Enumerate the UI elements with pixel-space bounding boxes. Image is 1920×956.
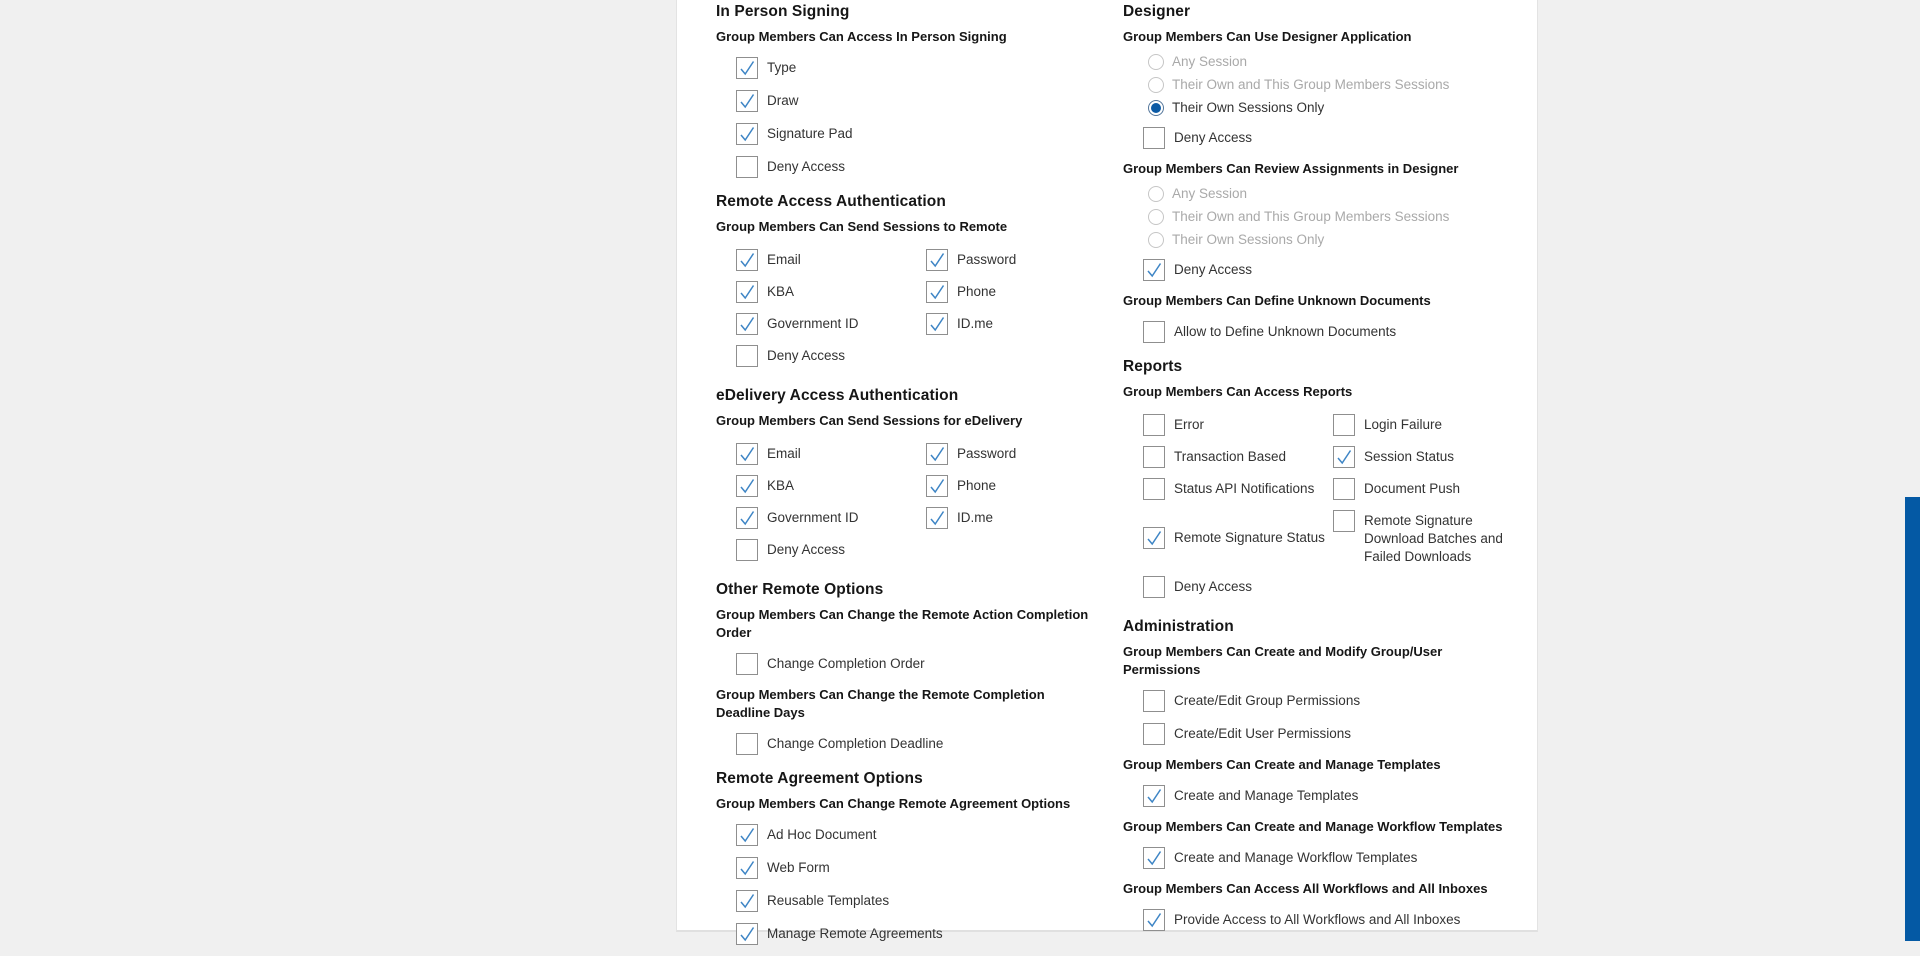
option-group [1123,321,1523,343]
section-title: Administration [1123,618,1234,635]
section-title: Designer [1123,3,1191,20]
option-label: Draw [767,93,799,108]
checkbox[interactable] [736,539,758,561]
checkbox[interactable] [736,475,758,497]
checkbox[interactable] [736,824,758,846]
checkbox[interactable] [736,923,758,945]
option-label: Deny Access [1174,262,1253,277]
radio-button[interactable] [1148,54,1164,70]
option-group [716,653,1101,675]
group-heading: Group Members Can Create and Manage Workflow Templates [1123,819,1503,834]
checkbox-option-provide-access-to-all-workflows-and-all-inboxes[interactable] [1123,909,1523,931]
checkbox-option-government-id[interactable] [716,313,906,335]
option-label: Reusable Templates [767,893,890,908]
checkbox[interactable] [1143,414,1165,436]
option-label: Allow to Define Unknown Documents [1174,324,1397,339]
option-label: Deny Access [1174,130,1253,145]
group-heading: Group Members Can Access Reports [1123,384,1353,399]
checkbox[interactable] [1143,576,1165,598]
checkbox[interactable] [736,443,758,465]
option-label: KBA [767,478,795,493]
option-label: Remote Signature Status [1174,530,1325,545]
group-heading: Group Members Can Create and Modify Group/User Permissions [1123,644,1443,677]
checkbox-option-remote-signature-download-batches-and-failed-downloads[interactable] [1313,510,1523,566]
checkbox-option-transaction-based[interactable] [1123,446,1313,468]
checkbox[interactable] [1143,446,1165,468]
checkbox[interactable] [926,475,948,497]
option-group [716,438,1101,566]
option-label: Change Completion Deadline [767,736,944,751]
section-in-person-signing [716,2,1101,178]
checkbox-option-id-me[interactable] [906,313,1101,335]
checkbox-option-deny-access[interactable] [716,156,1101,178]
option-label: Phone [957,478,997,493]
checkbox-option-government-id[interactable] [716,507,906,529]
checkbox[interactable] [1143,690,1165,712]
checkbox-option-create-and-manage-templates[interactable] [1123,785,1523,807]
option-label: Phone [957,284,997,299]
option-label: ID.me [957,510,994,525]
checkbox-option-type[interactable] [716,57,1101,79]
checkbox-option-deny-access[interactable] [716,345,906,367]
checkbox-option-deny-access[interactable] [1123,576,1313,598]
permissions-column-right [1123,0,1523,942]
option-label: Their Own and This Group Members Sessions [1172,209,1450,224]
checkbox-option-error[interactable] [1123,414,1313,436]
checkbox[interactable] [1333,446,1355,468]
checkbox[interactable] [736,156,758,178]
option-label: Change Completion Order [767,656,925,671]
checkbox[interactable] [736,733,758,755]
checkbox-option-phone[interactable] [906,475,1101,497]
radio-option-their-own-and-this-group-members-sessions[interactable] [1123,77,1523,93]
checkbox-option-change-completion-deadline[interactable] [716,733,1101,755]
option-label: Login Failure [1364,417,1443,432]
group-heading: Group Members Can Use Designer Application [1123,29,1412,44]
option-label: Deny Access [767,159,846,174]
section-edelivery-access-authentication [716,386,1101,566]
checkbox[interactable] [1143,478,1165,500]
radio-option-any-session[interactable] [1123,54,1523,70]
checkbox[interactable] [1333,478,1355,500]
group-heading: Group Members Can Change Remote Agreement Options [716,796,1071,811]
section-other-remote-options [716,580,1101,755]
checkbox-option-password[interactable] [906,443,1101,465]
checkbox[interactable] [1333,414,1355,436]
option-label: Password [957,252,1017,267]
section-administration [1123,617,1523,931]
option-group [716,244,1101,372]
checkbox-option-id-me[interactable] [906,507,1101,529]
option-label: Manage Remote Agreements [767,926,943,941]
checkbox[interactable] [926,443,948,465]
option-group [716,57,1101,178]
group-heading: Group Members Can Define Unknown Documents [1123,293,1431,308]
option-label: Web Form [767,860,830,875]
section-title: Reports [1123,358,1183,375]
checkbox[interactable] [1143,723,1165,745]
checkbox-option-deny-access[interactable] [716,539,906,561]
checkbox[interactable] [1143,847,1165,869]
option-group [1123,847,1523,869]
checkbox-option-change-completion-order[interactable] [716,653,1101,675]
checkbox[interactable] [736,653,758,675]
option-label: Email [767,446,801,461]
group-heading: Group Members Can Create and Manage Templates [1123,757,1441,772]
checkbox[interactable] [1143,909,1165,931]
section-remote-access-authentication [716,192,1101,372]
checkbox[interactable] [926,281,948,303]
section-title: Other Remote Options [716,581,884,598]
radio-option-their-own-and-this-group-members-sessions[interactable] [1123,209,1523,225]
option-label: Error [1174,417,1204,432]
option-label: Type [767,60,797,75]
option-label: KBA [767,284,795,299]
checkbox-option-web-form[interactable] [716,857,1101,879]
checkbox[interactable] [1143,321,1165,343]
checkbox[interactable] [736,890,758,912]
checkbox-option-manage-remote-agreements[interactable] [716,923,1101,945]
radio-option-their-own-sessions-only[interactable] [1123,100,1523,116]
option-label: Transaction Based [1174,449,1287,464]
checkbox-option-kba[interactable] [716,475,906,497]
option-label: Ad Hoc Document [767,827,877,842]
option-group [716,733,1101,755]
option-label: Provide Access to All Workflows and All Inboxes [1174,912,1461,927]
permissions-column-left [716,0,1101,956]
option-label: Session Status [1364,449,1455,464]
group-heading: Group Members Can Send Sessions to Remote [716,219,1008,234]
checkbox[interactable] [736,123,758,145]
group-heading: Group Members Can Access In Person Signing [716,29,1007,44]
option-group [1123,690,1523,745]
option-label: Deny Access [1174,579,1253,594]
section-title: Remote Access Authentication [716,193,946,210]
radio-button[interactable] [1148,209,1164,225]
checkbox-option-draw[interactable] [716,90,1101,112]
checkbox-option-email[interactable] [716,443,906,465]
radio-button[interactable] [1148,77,1164,93]
option-label: Status API Notifications [1174,481,1315,496]
option-label: Create/Edit Group Permissions [1174,693,1361,708]
section-title: In Person Signing [716,3,850,20]
checkbox-option-allow-to-define-unknown-documents[interactable] [1123,321,1523,343]
option-label: ID.me [957,316,994,331]
checkbox[interactable] [736,90,758,112]
option-label: Deny Access [767,348,846,363]
checkbox[interactable] [736,57,758,79]
checkbox[interactable] [736,507,758,529]
radio-button[interactable] [1148,232,1164,248]
section-designer [1123,2,1523,343]
group-heading: Group Members Can Access All Workflows and All Inboxes [1123,881,1488,896]
option-label: Any Session [1172,186,1248,201]
radio-button[interactable] [1148,100,1164,116]
checkbox[interactable] [736,345,758,367]
option-group [1123,54,1523,149]
checkbox[interactable] [1143,785,1165,807]
option-label: Password [957,446,1017,461]
scrollbar-thumb[interactable] [1905,497,1920,941]
checkbox-option-status-api-notifications[interactable] [1123,478,1313,500]
section-title: Remote Agreement Options [716,770,923,787]
option-label: Government ID [767,316,859,331]
group-heading: Group Members Can Send Sessions for eDelivery [716,413,1023,428]
option-group [1123,785,1523,807]
checkbox-option-kba[interactable] [716,281,906,303]
option-label: Document Push [1364,481,1461,496]
checkbox-option-create-edit-group-permissions[interactable] [1123,690,1523,712]
permissions-panel [676,0,1538,941]
option-group [716,824,1101,945]
option-group [1123,909,1523,931]
checkbox[interactable] [1143,259,1165,281]
checkbox[interactable] [736,281,758,303]
checkbox[interactable] [1143,127,1165,149]
radio-option-their-own-sessions-only[interactable] [1123,232,1523,248]
option-label: Email [767,252,801,267]
checkbox[interactable] [1143,527,1165,549]
checkbox-option-deny-access[interactable] [1123,127,1523,149]
checkbox-option-ad-hoc-document[interactable] [716,824,1101,846]
section-remote-agreement-options [716,769,1101,945]
option-group [1123,409,1523,603]
option-label: Create and Manage Templates [1174,788,1359,803]
checkbox[interactable] [926,507,948,529]
group-heading: Group Members Can Change the Remote Completion Deadline Days [716,687,1045,720]
radio-option-any-session[interactable] [1123,186,1523,202]
checkbox-option-remote-signature-status[interactable] [1123,510,1325,566]
option-label: Deny Access [767,542,846,557]
option-label: Their Own Sessions Only [1172,100,1325,115]
section-title: eDelivery Access Authentication [716,387,959,404]
option-label: Their Own and This Group Members Sessions [1172,77,1450,92]
checkbox[interactable] [736,313,758,335]
checkbox-option-deny-access[interactable] [1123,259,1523,281]
option-label: Their Own Sessions Only [1172,232,1325,247]
option-label: Create and Manage Workflow Templates [1174,850,1418,865]
checkbox-option-phone[interactable] [906,281,1101,303]
option-label: Signature Pad [767,126,853,141]
checkbox-option-password[interactable] [906,249,1101,271]
checkbox[interactable] [736,249,758,271]
checkbox-option-email[interactable] [716,249,906,271]
checkbox-option-create-edit-user-permissions[interactable] [1123,723,1523,745]
checkbox-option-login-failure[interactable] [1313,414,1523,436]
radio-button[interactable] [1148,186,1164,202]
checkbox-option-create-and-manage-workflow-templates[interactable] [1123,847,1523,869]
checkbox[interactable] [1333,510,1355,532]
option-label: Government ID [767,510,859,525]
option-label: Remote Signature Download Batches and Failed Downloads [1364,513,1503,564]
checkbox[interactable] [736,857,758,879]
option-label: Create/Edit User Permissions [1174,726,1352,741]
checkbox-option-signature-pad[interactable] [716,123,1101,145]
option-label: Any Session [1172,54,1248,69]
checkbox[interactable] [926,313,948,335]
option-group [1123,186,1523,281]
section-reports [1123,357,1523,603]
checkbox-option-document-push[interactable] [1313,478,1523,500]
checkbox-option-session-status[interactable] [1313,446,1523,468]
checkbox[interactable] [926,249,948,271]
group-heading: Group Members Can Change the Remote Action Completion Order [716,607,1089,640]
checkbox-option-reusable-templates[interactable] [716,890,1101,912]
group-heading: Group Members Can Review Assignments in Designer [1123,161,1459,176]
